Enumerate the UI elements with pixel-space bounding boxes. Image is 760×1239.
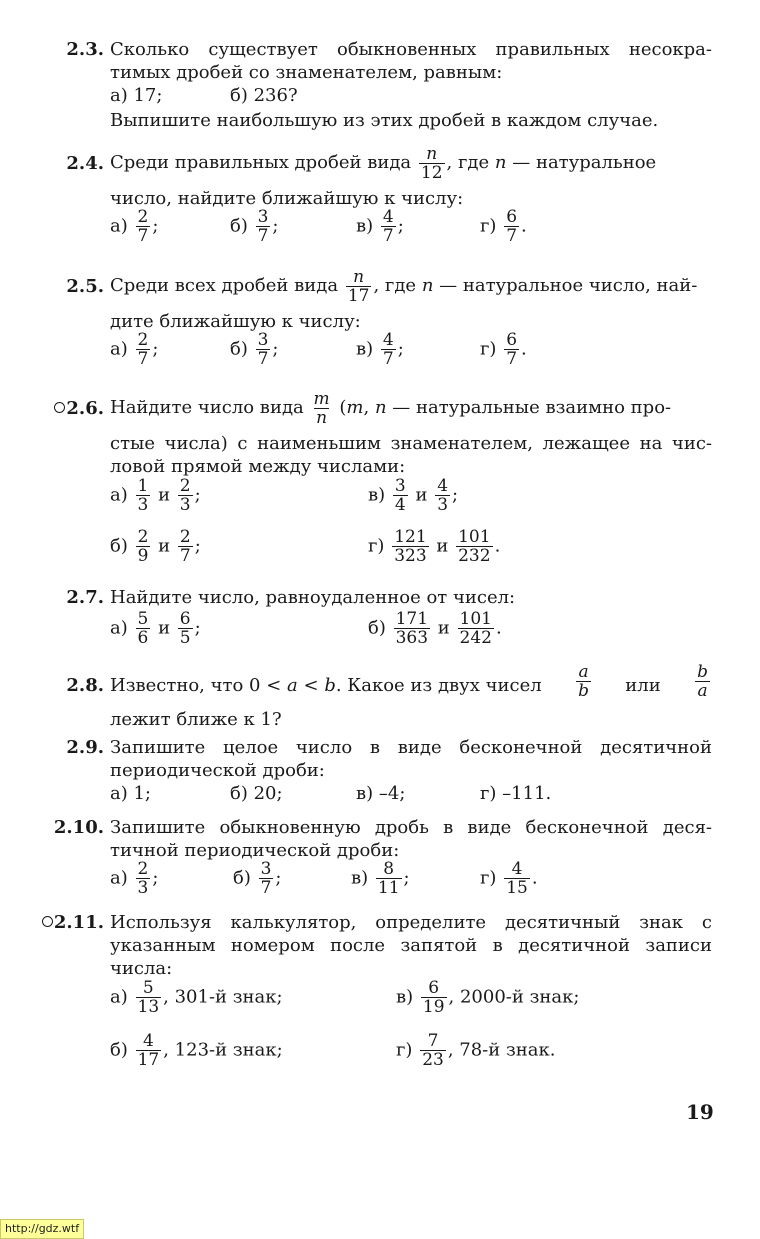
text: — натуральное число, най- (439, 275, 698, 296)
punct: ; (275, 867, 282, 889)
problem-number: 2.7. (66, 587, 104, 608)
numerator: m (313, 388, 330, 409)
option-a: а) 17; (110, 85, 163, 106)
punct: ; (194, 535, 201, 557)
problem-number (0, 397, 104, 420)
problem-number: 2.4. (66, 153, 104, 174)
numerator: 2 (179, 527, 191, 547)
fraction (576, 663, 591, 709)
punct: . (494, 535, 501, 557)
denominator: 17 (347, 285, 370, 306)
option-b (230, 331, 279, 368)
punct: ; (152, 867, 159, 889)
numerator: 2 (179, 476, 191, 496)
text: или (625, 675, 661, 696)
number-text: 2.6. (66, 398, 104, 419)
numerator: 101 (458, 527, 491, 547)
option-a: а) 1; (110, 783, 151, 804)
fraction (136, 860, 151, 897)
text: ( (339, 397, 347, 418)
denominator: 7 (257, 349, 269, 369)
text: Среди правильных дробей вида (110, 152, 412, 173)
punct: ; (452, 484, 459, 506)
numerator: 6 (506, 330, 518, 350)
punct: . (531, 867, 538, 889)
fraction (392, 528, 428, 565)
numerator: 4 (511, 859, 523, 879)
fraction (458, 610, 494, 647)
fraction (456, 528, 492, 565)
fraction (136, 477, 151, 514)
option-label: г) (396, 1039, 413, 1061)
option-c (368, 477, 458, 514)
fraction (504, 331, 519, 368)
fraction (504, 860, 530, 897)
fraction (504, 208, 519, 245)
fraction (393, 477, 408, 514)
denominator: 7 (179, 546, 191, 566)
option-a (110, 331, 158, 368)
problem-number: 2.8. (66, 675, 104, 696)
fraction (136, 208, 151, 245)
option-c (356, 331, 404, 368)
numerator: 2 (137, 859, 149, 879)
fraction (136, 331, 151, 368)
numerator: 121 (394, 527, 427, 547)
denominator: b (578, 681, 589, 701)
numerator: 5 (137, 609, 149, 629)
problem-text: Найдите число, равноудаленное от чисел: (110, 587, 516, 608)
problem-number: 2.10. (53, 817, 104, 838)
text: Найдите число вида (110, 397, 304, 418)
option-d (368, 528, 500, 565)
denominator: 7 (382, 226, 394, 246)
punct: ; (272, 338, 279, 360)
numerator: 4 (437, 476, 449, 496)
fraction (435, 477, 450, 514)
numerator: 5 (142, 978, 154, 998)
option-c (396, 979, 579, 1016)
denominator: 3 (437, 495, 449, 515)
conjunction: и (158, 535, 171, 557)
problem-number: 2.3. (66, 39, 104, 60)
punct: . (521, 338, 527, 360)
fraction (256, 331, 271, 368)
fraction (178, 477, 193, 514)
variable: m (346, 397, 364, 418)
problem-text (110, 140, 712, 186)
fraction (136, 1032, 162, 1069)
numerator: b (697, 662, 708, 682)
numerator: 2 (137, 527, 149, 547)
numerator: 2 (137, 330, 149, 350)
text (110, 663, 542, 709)
option-label: б) (110, 535, 128, 557)
problem-text (110, 385, 712, 431)
denominator: 5 (179, 628, 191, 648)
operator: < (303, 675, 319, 696)
numerator: 3 (257, 207, 269, 227)
option-label: а) (110, 215, 128, 237)
denominator: 242 (459, 628, 492, 648)
punct: . (521, 215, 527, 237)
option-b (230, 208, 279, 245)
fraction (178, 528, 193, 565)
option-label: г) (480, 867, 497, 889)
denominator: 15 (506, 878, 528, 898)
option-label: в) (356, 215, 374, 237)
numerator: 7 (427, 1031, 439, 1051)
text: — натуральные взаимно про- (392, 397, 672, 418)
problem-text (110, 663, 712, 709)
problem-number: 2.9. (66, 737, 104, 758)
problem-number: 2.5. (66, 276, 104, 297)
problem-text: Сколько существует обыкновенных правильных несокра- (110, 39, 712, 60)
numerator: 3 (260, 859, 272, 879)
text: , (363, 397, 370, 418)
option-label: а) (110, 484, 128, 506)
denominator: 363 (395, 628, 429, 648)
punct: . (495, 617, 502, 639)
denominator: 19 (422, 997, 445, 1017)
problem-text: число, найдите ближайшую к числу: (110, 188, 464, 209)
problem-text: Запишите обыкновенную дробь в виде бесконечной деся- (110, 817, 712, 838)
option-d (480, 331, 527, 368)
denominator: 7 (137, 349, 149, 369)
numerator: 3 (394, 476, 406, 496)
fraction (136, 528, 151, 565)
numerator: 8 (383, 859, 395, 879)
denominator: 323 (394, 546, 427, 566)
denominator: n (316, 407, 328, 428)
option-label: б) (230, 215, 248, 237)
denominator: 7 (257, 226, 269, 246)
conjunction: и (158, 484, 171, 506)
option-label: г) (368, 535, 385, 557)
option-label: в) (356, 338, 374, 360)
fraction (312, 390, 332, 427)
denominator: 7 (506, 349, 518, 369)
option-a (110, 208, 158, 245)
option-label: а) (110, 867, 128, 889)
fraction (394, 610, 430, 647)
problem-number (0, 911, 104, 934)
option-label: г) (480, 338, 497, 360)
numerator: 4 (382, 207, 394, 227)
problem-text: Запишите целое число в виде бесконечной десятичной (110, 737, 712, 758)
punct: ; (397, 215, 404, 237)
conjunction: и (415, 484, 428, 506)
option-text: , 301-й знак; (163, 986, 283, 1008)
circle-marker-icon (42, 916, 53, 927)
option-text: , 2000-й знак; (448, 986, 580, 1008)
option-d (480, 860, 538, 897)
fraction (381, 208, 396, 245)
option-a (110, 860, 158, 897)
numerator: 4 (382, 330, 394, 350)
option-label: г) (480, 215, 497, 237)
text: Среди всех дробей вида (110, 275, 339, 296)
denominator: 232 (458, 546, 491, 566)
option-d (480, 208, 527, 245)
fraction (136, 979, 162, 1016)
denominator: 6 (137, 628, 149, 648)
variable: n (421, 275, 434, 296)
fraction (695, 663, 710, 709)
denominator: 9 (137, 546, 149, 566)
option-d: г) –111. (480, 783, 552, 804)
option-a (110, 477, 201, 514)
conjunction: и (158, 617, 171, 639)
option-a (110, 979, 283, 1016)
option-label: б) (230, 338, 248, 360)
denominator: 12 (420, 162, 443, 183)
numerator: 6 (506, 207, 518, 227)
fraction (419, 145, 445, 182)
circle-marker-icon (54, 402, 65, 413)
text-part: Известно, что 0 < (110, 675, 282, 696)
option-b (368, 610, 502, 647)
problem-text: тичной периодической дроби: (110, 840, 400, 861)
denominator: 13 (137, 997, 160, 1017)
text-part: . Какое из двух чисел (335, 675, 542, 696)
option-c: в) –4; (356, 783, 406, 804)
option-label: а) (110, 617, 128, 639)
numerator: n (353, 266, 365, 287)
denominator: 3 (137, 878, 149, 898)
numerator: n (426, 143, 438, 164)
text: , где (373, 275, 417, 296)
option-text: , 123-й знак; (163, 1039, 283, 1061)
punct: ; (272, 215, 279, 237)
option-label: б) (110, 1039, 128, 1061)
option-label: б) (368, 617, 386, 639)
option-label: в) (351, 867, 369, 889)
denominator: 7 (260, 878, 272, 898)
fraction (420, 1032, 446, 1069)
option-c (356, 208, 404, 245)
punct: ; (397, 338, 404, 360)
option-text: , 78-й знак. (447, 1039, 556, 1061)
option-label: в) (368, 484, 386, 506)
conjunction: и (437, 617, 450, 639)
punct: ; (152, 215, 159, 237)
punct: ; (403, 867, 410, 889)
denominator: 7 (382, 349, 394, 369)
conjunction: и (436, 535, 449, 557)
text: — натуральное (512, 152, 657, 173)
problem-text: указанным номером после запятой в десятичной записи (110, 935, 712, 956)
variable: n (374, 397, 387, 418)
numerator: 101 (459, 609, 492, 629)
punct: ; (194, 484, 201, 506)
denominator: a (697, 681, 708, 701)
option-label: в) (396, 986, 414, 1008)
fraction (376, 860, 402, 897)
punct: ; (152, 338, 159, 360)
numerator: 6 (428, 978, 440, 998)
fraction (256, 208, 271, 245)
fraction (178, 610, 193, 647)
numerator: a (578, 662, 589, 682)
text: , где (446, 152, 490, 173)
problem-text: ловой прямой между числами: (110, 456, 406, 477)
option-c (351, 860, 410, 897)
option-label: б) (233, 867, 251, 889)
denominator: 4 (394, 495, 406, 515)
numerator: 6 (179, 609, 191, 629)
option-b (110, 528, 201, 565)
variable: a (287, 675, 298, 696)
numerator: 2 (137, 207, 149, 227)
denominator: 23 (422, 1050, 444, 1070)
fraction (421, 979, 447, 1016)
punct: ; (194, 617, 201, 639)
numerator: 171 (395, 609, 429, 629)
problem-text: числа: (110, 958, 173, 979)
option-d (396, 1032, 556, 1069)
option-label: а) (110, 338, 128, 360)
variable: b (324, 675, 336, 696)
denominator: 3 (179, 495, 191, 515)
option-b: б) 236? (230, 85, 298, 106)
problem-text: периодической дроби: (110, 760, 325, 781)
numerator: 1 (137, 476, 149, 496)
numerator: 4 (143, 1031, 154, 1051)
option-b: б) 20; (230, 783, 283, 804)
problem-text: стые числа) с наименьшим знаменателем, лежащее на чис- (110, 433, 712, 454)
denominator: 17 (137, 1050, 160, 1070)
denominator: 7 (506, 226, 518, 246)
option-b (110, 1032, 283, 1069)
problem-text: лежит ближе к 1? (110, 709, 282, 730)
fraction (381, 331, 396, 368)
fraction (346, 268, 372, 305)
variable: n (494, 152, 507, 173)
problem-text: тимых дробей со знаменателем, равным: (110, 62, 503, 83)
option-a (110, 610, 201, 647)
problem-text (110, 263, 712, 309)
denominator: 11 (377, 878, 400, 898)
watermark-link[interactable]: http://gdz.wtf (0, 1219, 84, 1239)
number-text: 2.11. (53, 912, 104, 933)
problem-text: дите ближайшую к числу: (110, 311, 361, 332)
problem-text: Выпишите наибольшую из этих дробей в каждом случае. (110, 110, 659, 131)
fraction (259, 860, 274, 897)
numerator: 3 (257, 330, 269, 350)
option-label: а) (110, 986, 128, 1008)
page-number: 19 (686, 1100, 714, 1124)
option-b (233, 860, 282, 897)
problem-text: Используя калькулятор, определите десятичный знак с (110, 912, 712, 933)
fraction (136, 610, 151, 647)
denominator: 3 (137, 495, 149, 515)
denominator: 7 (137, 226, 149, 246)
